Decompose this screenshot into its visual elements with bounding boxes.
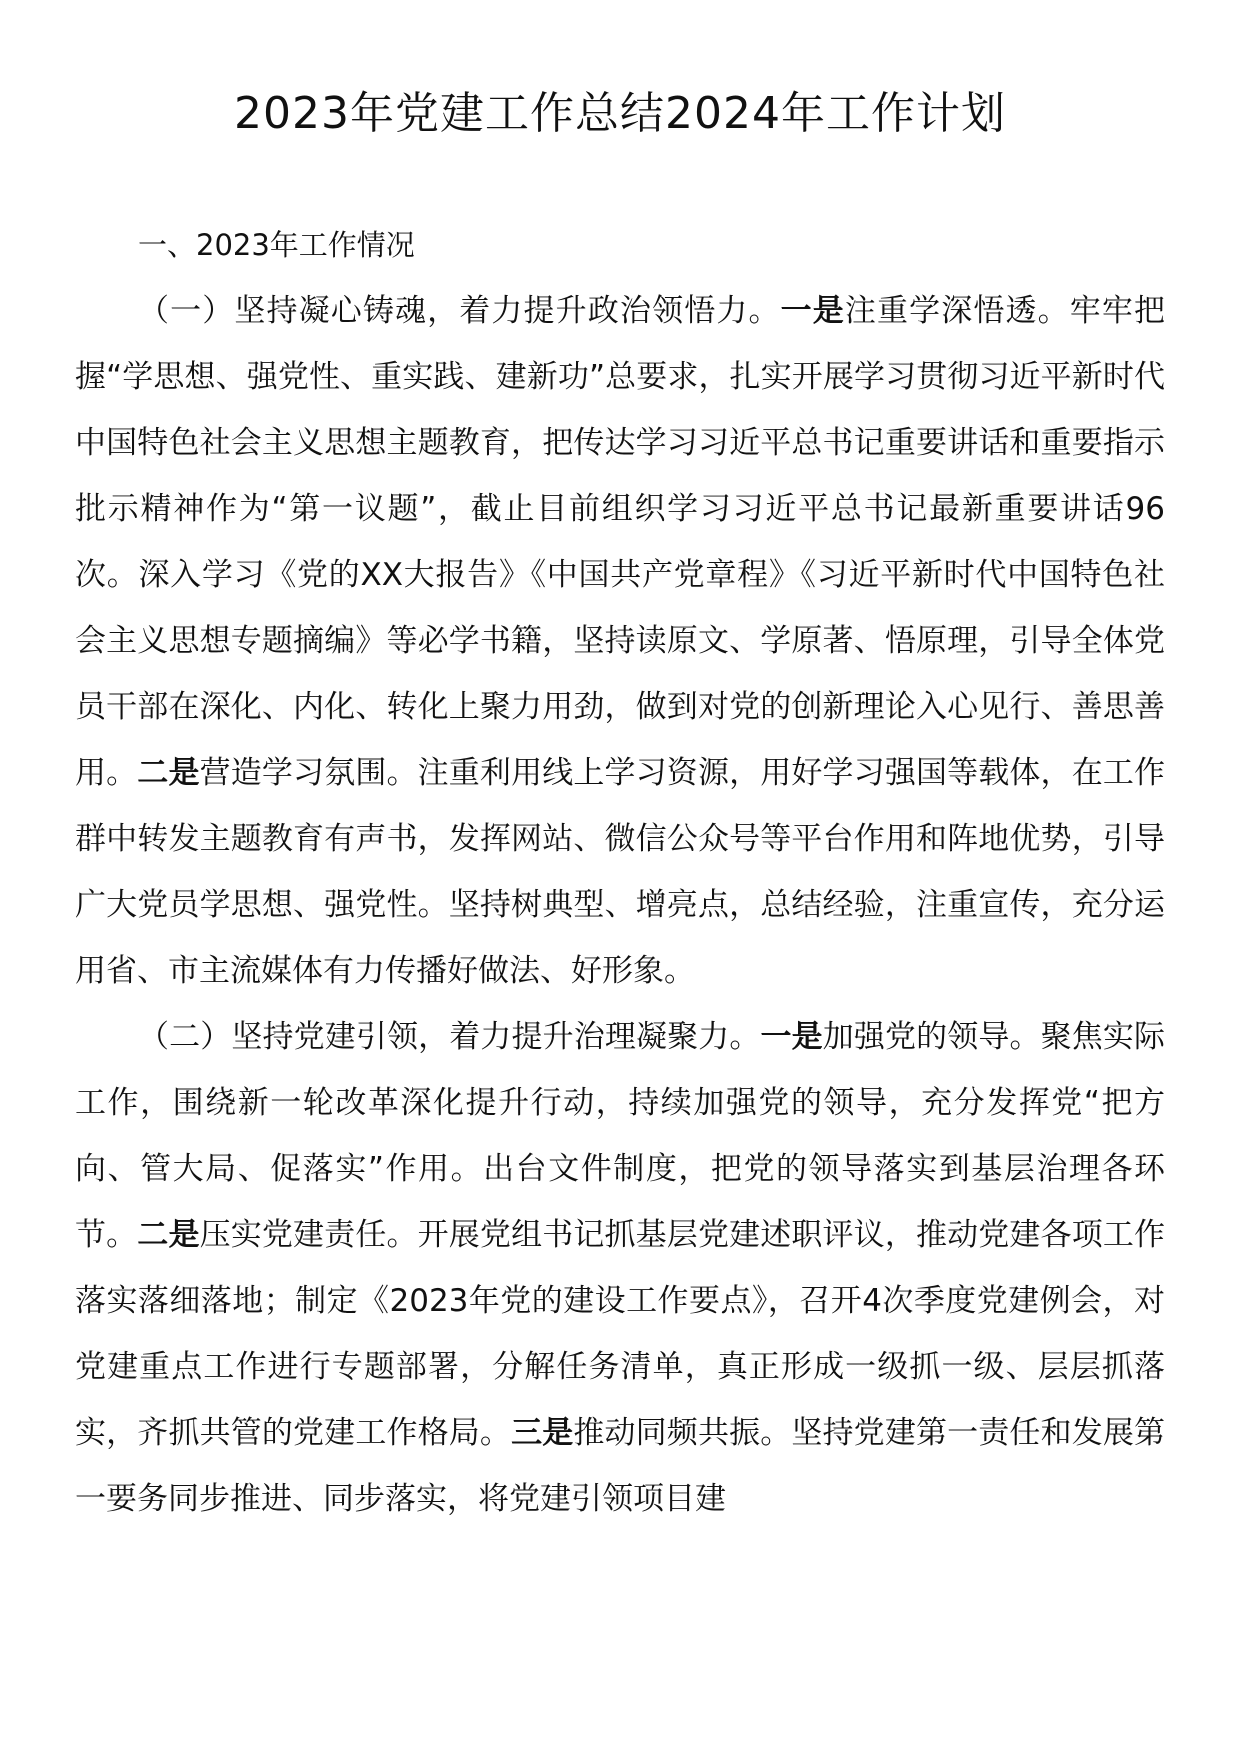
paragraph-2-marker-1: 一是 <box>760 1019 823 1055</box>
document-title: 2023年党建工作总结2024年工作计划 <box>234 88 1006 139</box>
document-body <box>75 212 1165 1532</box>
paragraph-1-lead: （一）坚持凝心铸魂，着力提升政治领悟力。 <box>138 293 781 329</box>
paragraph-1-marker-2: 二是 <box>137 755 200 791</box>
paragraph-2 <box>75 1004 1165 1532</box>
paragraph-2-text-2: 压实党建责任。开展党组书记抓基层党建述职评议，推动党建各项工作落实落细落地；制定《2023年党的建设工作要点》，召开4次季度党建例会，对党建重点工作进行专题部署，分解任务清单，真正形成一级抓一级、层层抓落实，齐抓共管的党建工作格局。 <box>75 1217 1166 1451</box>
paragraph-2-lead: （二）坚持党建引领，着力提升治理凝聚力。 <box>138 1019 761 1055</box>
paragraph-2-marker-3: 三是 <box>511 1415 574 1451</box>
paragraph-2-marker-2: 二是 <box>137 1217 200 1253</box>
paragraph-1-text-1: 注重学深悟透。牢牢把握“学思想、强党性、重实践、建新功”总要求，扎实开展学习贯彻习近平新时代中国特色社会主义思想主题教育，把传达学习习近平总书记重要讲话和重要指示批示精神作为“第一议题”，截止目前组织学习习近平总书记最新重要讲话96次。深入学习《党的XX大报告》《中国共产党章程》《习近平新时代中国特色社会主义思想专题摘编》等必学书籍，坚持读原文、学原著、悟原理，引导全体党员干部在深化、内化、转化上聚力用劲，做到对党的创新理论入心见行、善思善用。 <box>75 293 1166 791</box>
section-heading: 一、2023年工作情况 <box>138 228 415 262</box>
paragraph-2-text-1: 加强党的领导。聚焦实际工作，围绕新一轮改革深化提升行动，持续加强党的领导，充分发挥党“把方向、管大局、促落实”作用。出台文件制度，把党的领导落实到基层治理各环节。 <box>75 1019 1165 1253</box>
paragraph-2-text-3: 推动同频共振。坚持党建第一责任和发展第一要务同步推进、同步落实，将党建引领项目建 <box>75 1415 1166 1517</box>
paragraph-1-marker-1: 一是 <box>780 293 845 329</box>
paragraph-1 <box>75 278 1165 1004</box>
paragraph-1-text-2: 营造学习氛围。注重利用线上学习资源，用好学习强国等载体，在工作群中转发主题教育有声书，发挥网站、微信公众号等平台作用和阵地优势，引导广大党员学思想、强党性。坚持树典型、增亮点，总结经验，注重宣传，充分运用省、市主流媒体有力传播好做法、好形象。 <box>75 755 1166 989</box>
